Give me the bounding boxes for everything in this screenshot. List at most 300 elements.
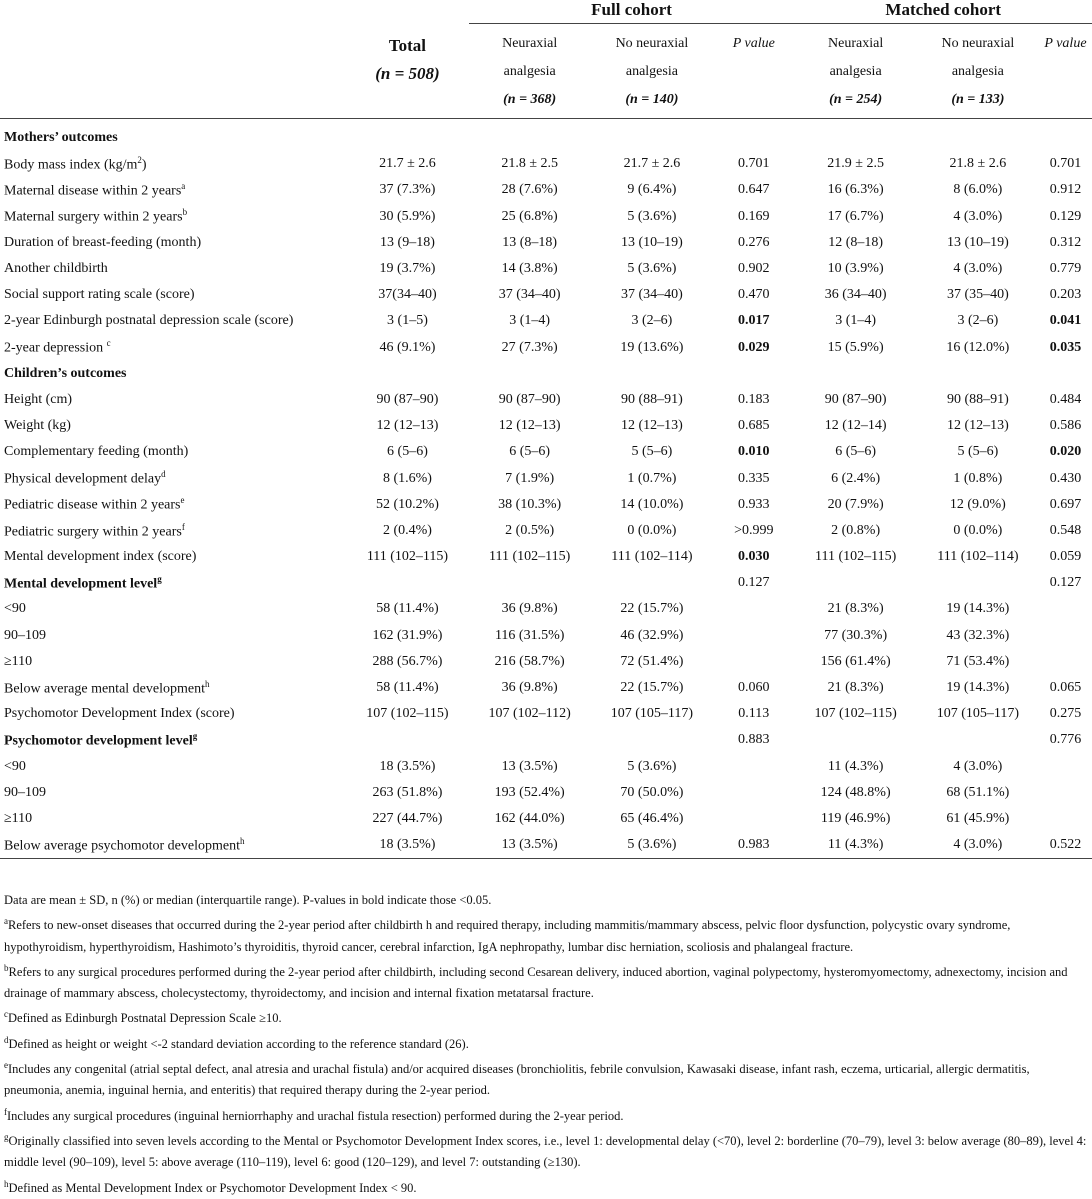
table-cell: 21.7 ± 2.6 xyxy=(379,156,436,172)
table-cell: 2 (0.8%) xyxy=(831,522,881,538)
footnote-d: $^d$Defined as height or weight <-2 standard deviation according to the reference standard (26). xyxy=(4,1034,469,1051)
row-label xyxy=(0,439,346,465)
table-cell: 0.912 xyxy=(1049,182,1082,198)
table-cell: 3 (1–5) xyxy=(387,313,428,329)
row-label xyxy=(0,754,346,780)
row-label-text: Pediatric disease within 2 years xyxy=(4,498,181,514)
footnote-intro: Data are mean ± SD, n (%) or median (interquartile range). P-values in bold indicate those <0.05. xyxy=(4,893,492,907)
table-cell: 11 (4.3%) xyxy=(827,758,884,774)
row-label xyxy=(0,282,346,308)
table-cell: 0.701 xyxy=(738,156,770,172)
footnote-text: Refers to new-onset diseases that occurred during the 2-year period after childbirth h and required therapy, including mammitis/mammary abscess, pelvic floor dysfunction, polycystic ovary syndrome, hypothyroidism, hyperthyroidism, Hashimoto’s thyroiditis, thyroid cancer, cerebral infarction, IgA nephropathy, lumbar disc herniation, scoliosis and phalangeal fracture. xyxy=(4,918,1011,954)
table-cell: 0.697 xyxy=(1049,496,1082,512)
header-n: (n = 368) xyxy=(503,92,557,107)
table-cell: 124 (48.8%) xyxy=(820,784,891,800)
table-cell: 0.779 xyxy=(1049,261,1082,277)
total-label: Total xyxy=(388,35,427,55)
table-cell: 18 (3.5%) xyxy=(379,758,436,774)
table-cell: 90 (87–90) xyxy=(376,391,439,407)
table-cell: 0.127 xyxy=(738,575,770,591)
table-cell: 0.647 xyxy=(738,182,770,198)
row-label xyxy=(0,780,346,806)
table-cell: 2 (0.5%) xyxy=(505,522,555,538)
table-row xyxy=(0,439,1092,465)
table-cell: 12 (12–13) xyxy=(946,418,1009,434)
row-label-text: Height (cm) xyxy=(4,391,73,407)
table-cell: 4 (3.0%) xyxy=(953,208,1003,224)
table-cell: 68 (51.1%) xyxy=(946,784,1010,800)
footnote-marker: g xyxy=(157,573,162,584)
table-cell: 21.8 ± 2.5 xyxy=(501,156,559,172)
header-line: No neuraxial xyxy=(615,36,689,51)
footnote-f: $^f$Includes any surgical procedures (inguinal herniorrhaphy and urachal fistula resection) performed during the 2-year period. xyxy=(4,1106,624,1123)
table-cell xyxy=(346,727,468,753)
table-cell: 0.701 xyxy=(1049,156,1082,172)
table-cell: 0.065 xyxy=(1049,680,1082,696)
footnote-marker: g xyxy=(192,731,198,742)
table-row xyxy=(0,204,1092,230)
table-cell: 4 (3.0%) xyxy=(953,758,1003,774)
row-label-text: ≥110 xyxy=(4,810,33,826)
table-cell: 116 (31.5%) xyxy=(494,627,565,643)
table-cell: 14 (3.8%) xyxy=(501,261,558,277)
table-cell xyxy=(917,119,1039,152)
table-cell: 162 (44.0%) xyxy=(494,810,565,826)
row-label xyxy=(0,335,346,361)
table-row xyxy=(0,413,1092,439)
row-label xyxy=(0,544,346,570)
group-header-row xyxy=(0,0,1092,24)
table-cell xyxy=(591,570,713,596)
row-label-text: <90 xyxy=(4,758,26,774)
table-cell: 71 (53.4%) xyxy=(946,653,1010,669)
table-cell xyxy=(795,727,917,753)
table-cell: 8 (6.0%) xyxy=(953,182,1003,198)
footnote-h: $^h$Defined as Mental Development Index or Psychomotor Development Index < 90. xyxy=(4,1178,417,1195)
table-row xyxy=(0,492,1092,518)
table-cell xyxy=(795,570,917,596)
table-row xyxy=(0,335,1092,361)
table-cell: 12 (12–13) xyxy=(498,418,561,434)
row-label xyxy=(0,177,346,203)
table-row xyxy=(0,675,1092,701)
footnote-text: Originally classified into seven levels according to the Mental or Psychomotor Development Index scores, i.e., level 1: developmental delay (<70), level 2: borderline (70–79), level 3: below average (80–89), level 4: middle level (90–109), level 5: above average (110–119), level 6: good (120–129), and level 7: outstanding (≥130). xyxy=(4,1134,1087,1170)
row-label-text: Body mass index (kg/m xyxy=(4,157,138,173)
table-row xyxy=(0,256,1092,282)
table-cell xyxy=(713,623,794,649)
table-cell: 5 (3.6%) xyxy=(627,208,677,224)
table-cell: 5 (3.6%) xyxy=(591,832,713,859)
table-cell xyxy=(713,596,794,622)
table-cell: 37 (34–40) xyxy=(498,287,561,303)
footnote-marker: c xyxy=(106,338,111,349)
footnote-c: $^c$Defined as Edinburgh Postnatal Depression Scale ≥10. xyxy=(4,1009,282,1026)
table-cell: 6 (2.4%) xyxy=(831,470,881,486)
row-label xyxy=(0,701,346,727)
table-cell: 0.010 xyxy=(738,444,770,460)
table-cell: 5 (3.6%) xyxy=(627,758,677,774)
table-cell: 58 (11.4%) xyxy=(376,601,439,617)
table-section-row xyxy=(0,361,1092,387)
table-cell: 13 (8–18) xyxy=(502,234,558,250)
table-cell: 162 (31.9%) xyxy=(372,627,443,643)
full-no-neuraxial-header xyxy=(591,24,713,119)
table-cell xyxy=(713,806,794,832)
row-label xyxy=(0,806,346,832)
table-cell xyxy=(713,780,794,806)
matched-neuraxial-header xyxy=(795,24,917,119)
table-cell: 16 (6.3%) xyxy=(827,182,884,198)
table-cell: 46 (9.1%) xyxy=(379,339,436,355)
table-row xyxy=(0,832,1092,859)
table-row xyxy=(0,282,1092,308)
header-line: analgesia xyxy=(951,64,1004,79)
row-label xyxy=(0,151,346,177)
table-cell xyxy=(1039,780,1092,806)
table-cell: 0.129 xyxy=(1049,208,1082,224)
table-cell: 0.041 xyxy=(1049,313,1082,329)
row-label xyxy=(0,361,346,387)
table-cell: 36 (34–40) xyxy=(824,287,887,303)
footnote-text: Defined as Edinburgh Postnatal Depression Scale ≥10. xyxy=(8,1011,282,1026)
row-label xyxy=(0,570,346,596)
row-label-text: 2-year depression xyxy=(4,340,107,356)
table-cell: 70 (50.0%) xyxy=(620,784,684,800)
table-cell: 107 (102–115) xyxy=(814,706,897,722)
table-row xyxy=(0,780,1092,806)
table-cell: 5 (3.6%) xyxy=(627,261,677,277)
table-cell: 0.685 xyxy=(738,418,770,434)
table-cell xyxy=(591,119,713,152)
table-cell: >0.999 xyxy=(734,522,774,538)
table-cell: 58 (11.4%) xyxy=(376,680,439,696)
table-cell xyxy=(713,119,794,152)
row-label-text: Social support rating scale (score) xyxy=(4,287,195,303)
footnote-text: Includes any surgical procedures (inguinal herniorrhaphy and urachal fistula resection) performed during the 2-year period. xyxy=(7,1108,624,1123)
footnote-a: $^a$Refers to new-onset diseases that occurred during the 2-year period after childbirth h and required therapy, including mammitis/mammary abscess, pelvic floor dysfunction, polycystic ovary syndrome, hypothyroidism, hyperthyroidism, Hashimoto’s thyroiditis, thyroid cancer, cerebral infarction, IgA nephropathy, lumbar disc herniation, scoliosis and phalangeal fracture. xyxy=(4,916,1011,954)
table-cell: 0.484 xyxy=(1049,391,1082,407)
table-cell: 13 (10–19) xyxy=(946,234,1009,250)
table-cell: 12 (12–14) xyxy=(824,418,887,434)
table-cell xyxy=(795,361,917,387)
row-label-text: Maternal surgery within 2 years xyxy=(4,209,183,225)
table-cell: 5 (5–6) xyxy=(631,444,673,460)
table-cell: 111 (102–115) xyxy=(815,549,897,565)
row-label xyxy=(0,308,346,334)
row-label xyxy=(0,727,346,753)
row-label xyxy=(0,119,346,152)
table-cell: 107 (102–115) xyxy=(366,706,449,722)
full-cohort-header: Full cohort xyxy=(469,0,795,24)
table-cell: 0.470 xyxy=(738,287,770,303)
table-cell: 30 (5.9%) xyxy=(379,208,436,224)
table-cell: 21 (8.3%) xyxy=(827,601,884,617)
table-cell: 0.020 xyxy=(1049,444,1082,460)
header-line: analgesia xyxy=(625,64,678,79)
table-cell: 3 (1–4) xyxy=(509,313,551,329)
footnote-marker: a xyxy=(181,181,186,192)
header-line: analgesia xyxy=(829,64,882,79)
row-label-text: Maternal disease within 2 years xyxy=(4,183,182,199)
table-cell: 107 (102–112) xyxy=(488,706,571,722)
row-label xyxy=(0,623,346,649)
table-row xyxy=(0,177,1092,203)
row-label-text: 90–109 xyxy=(4,627,46,643)
table-cell: 21.9 ± 2.5 xyxy=(827,156,884,172)
row-label xyxy=(0,256,346,282)
table-cell: 36 (9.8%) xyxy=(501,601,558,617)
table-cell: 107 (105–117) xyxy=(936,706,1020,722)
table-cell: 216 (58.7%) xyxy=(494,653,565,669)
table-cell: 13 (3.5%) xyxy=(501,758,558,774)
table-cell xyxy=(1039,806,1092,832)
footnote-marker: e xyxy=(180,495,185,506)
row-label-text: Mental development index (score) xyxy=(4,549,197,565)
row-label-text: Below average psychomotor development xyxy=(4,838,240,854)
table-cell xyxy=(1039,754,1092,780)
header-n: (n = 133) xyxy=(951,92,1005,107)
table-cell: 8 (1.6%) xyxy=(382,470,432,486)
table-cell: 9 (6.4%) xyxy=(627,182,677,198)
table-cell: 0.883 xyxy=(738,732,770,748)
table-cell: 11 (4.3%) xyxy=(795,832,917,859)
table-cell: 107 (105–117) xyxy=(610,706,694,722)
row-label-text: Mothers’ outcomes xyxy=(4,130,118,146)
table-cell: 72 (51.4%) xyxy=(620,653,684,669)
header-n: (n = 140) xyxy=(625,92,679,107)
table-cell: 0.522 xyxy=(1039,832,1092,859)
table-cell xyxy=(1039,623,1092,649)
table-cell xyxy=(713,754,794,780)
table-cell: 27 (7.3%) xyxy=(501,339,558,355)
row-label-text: Below average mental development xyxy=(4,681,205,697)
table-cell: 25 (6.8%) xyxy=(501,208,558,224)
table-cell: 227 (44.7%) xyxy=(372,810,443,826)
table-cell: 1 (0.7%) xyxy=(627,470,677,486)
table-cell: 0.060 xyxy=(738,680,770,696)
footnote-e: $^e$Includes any congenital (atrial septal defect, anal atresia and urachal fistula) and/or acquired diseases (bronchiolitis, febrile convulsion, Kawasaki disease, infant rash, eczema, urticarial, allergic dermatitis, pneumonia, anemia, inguinal hernia, and enteritis) that required therapy during the 2-year period. xyxy=(4,1060,1030,1098)
table-section-row xyxy=(0,570,1092,596)
table-cell xyxy=(1039,649,1092,675)
table-cell xyxy=(469,119,591,152)
table-cell: 14 (10.0%) xyxy=(620,496,684,512)
table-cell xyxy=(713,361,794,387)
table-cell: 119 (46.9%) xyxy=(820,810,891,826)
table-cell: 6 (5–6) xyxy=(835,444,877,460)
table-row xyxy=(0,387,1092,413)
table-cell: 111 (102–115) xyxy=(489,549,571,565)
table-cell: 37 (7.3%) xyxy=(379,182,436,198)
footnote-text: Refers to any surgical procedures performed during the 2-year period after childbirth, including second Cesarean delivery, induced abortion, vaginal polypectomy, hysteromyomectomy, adnexectomy, incision and drainage of mammary abscess, cholecystectomy, thyroidectomy, and incision and internal fixation metatarsal fracture. xyxy=(4,964,1068,1001)
footnote-marker: b xyxy=(182,207,188,218)
table-row xyxy=(0,701,1092,727)
table-cell: 0.276 xyxy=(738,234,770,250)
table-cell: 0 (0.0%) xyxy=(627,522,677,538)
table-row xyxy=(0,230,1092,256)
table-cell: 61 (45.9%) xyxy=(946,810,1010,826)
matched-no-neuraxial-header xyxy=(917,24,1039,119)
table-cell: 0.029 xyxy=(738,339,770,355)
row-label-text: Duration of breast-feeding (month) xyxy=(4,234,202,250)
row-label-text: Physical development delay xyxy=(4,471,162,487)
row-label-text: ≥110 xyxy=(4,653,33,669)
header-line: Neuraxial xyxy=(502,36,558,51)
table-cell: 0 (0.0%) xyxy=(953,522,1003,538)
table-cell: 288 (56.7%) xyxy=(372,653,443,669)
table-cell xyxy=(1039,361,1092,387)
table-cell xyxy=(469,570,591,596)
table-cell: 3 (2–6) xyxy=(631,313,673,329)
table-cell: 12 (8–18) xyxy=(828,234,884,250)
row-label-text: Another childbirth xyxy=(4,261,108,277)
table-cell: 17 (6.7%) xyxy=(827,208,884,224)
table-cell xyxy=(917,361,1039,387)
table-cell: 0.127 xyxy=(1049,575,1082,591)
table-cell xyxy=(591,727,713,753)
table-cell: 7 (1.9%) xyxy=(505,470,555,486)
row-label xyxy=(0,492,346,518)
table-row xyxy=(0,754,1092,780)
row-label xyxy=(0,387,346,413)
table-cell: 0.902 xyxy=(738,261,770,277)
table-section-row xyxy=(0,727,1092,753)
table-cell: 38 (10.3%) xyxy=(498,496,562,512)
table-cell: 19 (13.6%) xyxy=(620,339,684,355)
matched-pvalue-header: P value xyxy=(1039,24,1092,119)
table-body xyxy=(0,119,1092,859)
matched-cohort-header: Matched cohort xyxy=(795,0,1092,24)
table-cell xyxy=(1039,596,1092,622)
row-label xyxy=(0,649,346,675)
table-cell: 6 (5–6) xyxy=(387,444,428,460)
table-cell: 19 (3.7%) xyxy=(379,261,436,277)
table-cell: 13 (9–18) xyxy=(380,234,435,250)
footnote-b: $^b$Refers to any surgical procedures performed during the 2-year period after childbirth, including second Cesarean delivery, induced abortion, vaginal polypectomy, hysteromyomectomy, adnexectomy, incision and drainage of mammary abscess, cholecystectomy, thyroidectomy, and incision and internal fixation metatarsal fracture. xyxy=(4,962,1068,1001)
footnote-marker: h xyxy=(204,678,210,689)
table-cell xyxy=(713,649,794,675)
table-cell: 0.430 xyxy=(1049,470,1082,486)
row-label xyxy=(0,675,346,701)
table-cell: 12 (9.0%) xyxy=(949,496,1006,512)
table-cell xyxy=(469,727,591,753)
footnote-marker: h xyxy=(239,835,245,846)
table-row xyxy=(0,623,1092,649)
table-cell: 90 (87–90) xyxy=(498,391,561,407)
table-cell: 0.983 xyxy=(713,832,794,859)
table-cell xyxy=(1039,119,1092,152)
table-row xyxy=(0,151,1092,177)
row-label-text: Children’s outcomes xyxy=(4,365,127,381)
row-label-text: Mental development level xyxy=(4,576,158,592)
table-row xyxy=(0,518,1092,544)
full-pvalue-header: P value xyxy=(713,24,794,119)
header-line: Neuraxial xyxy=(828,36,884,51)
header-line: analgesia xyxy=(503,64,556,79)
table-cell: 15 (5.9%) xyxy=(827,339,884,355)
row-label-text: Weight (kg) xyxy=(4,418,71,434)
table-cell: 0.586 xyxy=(1049,418,1082,434)
table-row xyxy=(0,544,1092,570)
table-cell: 19 (14.3%) xyxy=(946,680,1010,696)
table-cell: 111 (102–114) xyxy=(937,549,1019,565)
table-section-row xyxy=(0,119,1092,152)
table-cell: 156 (61.4%) xyxy=(820,653,891,669)
table-cell: 90 (88–91) xyxy=(946,391,1009,407)
table-footnotes xyxy=(0,890,1092,1199)
table-cell: 10 (3.9%) xyxy=(827,261,884,277)
footnote-text: Defined as height or weight <-2 standard deviation according to the reference standard (26). xyxy=(8,1036,469,1051)
table-row xyxy=(0,308,1092,334)
table-cell: 111 (102–114) xyxy=(611,549,693,565)
table-cell: 37 (35–40) xyxy=(946,287,1009,303)
table-cell: 19 (14.3%) xyxy=(946,601,1010,617)
row-label-text: Pediatric surgery within 2 years xyxy=(4,524,182,540)
table-cell xyxy=(346,361,468,387)
row-label xyxy=(0,518,346,544)
table-row xyxy=(0,806,1092,832)
table-cell: 0.548 xyxy=(1049,522,1082,538)
header-n: (n = 254) xyxy=(829,92,883,107)
table-cell: 0.183 xyxy=(738,391,770,407)
table-cell: 36 (9.8%) xyxy=(501,680,558,696)
table-cell: 21.7 ± 2.6 xyxy=(623,156,681,172)
table-cell: 12 (12–13) xyxy=(621,418,683,434)
table-cell: 0.017 xyxy=(738,313,770,329)
row-label-text: 90–109 xyxy=(4,784,46,800)
table-cell: 0.169 xyxy=(738,208,770,224)
row-label-text: <90 xyxy=(4,601,26,617)
table-cell: 0.059 xyxy=(1049,549,1082,565)
table-cell: 0.275 xyxy=(1049,706,1082,722)
table-cell: 37(34–40) xyxy=(378,287,437,303)
table-cell: 0.312 xyxy=(1049,234,1082,250)
row-label xyxy=(0,204,346,230)
table-cell: 12 (12–13) xyxy=(376,418,439,434)
table-cell xyxy=(917,570,1039,596)
row-label xyxy=(0,230,346,256)
table-cell: 22 (15.7%) xyxy=(620,601,684,617)
footnote-g: $^g$Originally classified into seven levels according to the Mental or Psychomotor Development Index scores, i.e., level 1: developmental delay (<70), level 2: borderline (70–79), level 3: below average (80–89), level 4: middle level (90–109), level 5: above average (110–119), level 6: good (120–129), and level 7: outstanding (≥130). xyxy=(4,1131,1087,1170)
table-cell: 90 (87–90) xyxy=(824,391,887,407)
table-cell: 3 (1–4) xyxy=(835,313,877,329)
table-cell: 65 (46.4%) xyxy=(620,810,684,826)
table-cell: 43 (32.3%) xyxy=(946,627,1010,643)
row-label-text: Psychomotor development level xyxy=(4,733,193,749)
row-label xyxy=(0,596,346,622)
table-cell: 0.203 xyxy=(1049,287,1082,303)
table-cell: 21 (8.3%) xyxy=(827,680,884,696)
table-cell: 13 (10–19) xyxy=(621,234,683,250)
table-cell: 4 (3.0%) xyxy=(917,832,1039,859)
table-cell: 0.035 xyxy=(1049,339,1082,355)
total-n: (n = 508) xyxy=(375,63,440,83)
table-cell: 2 (0.4%) xyxy=(382,522,432,538)
table-cell: 18 (3.5%) xyxy=(346,832,468,859)
table-cell: 0.113 xyxy=(738,706,770,722)
table-cell: 46 (32.9%) xyxy=(620,627,684,643)
table-cell: 1 (0.8%) xyxy=(953,470,1003,486)
table-row xyxy=(0,465,1092,491)
table-cell: 28 (7.6%) xyxy=(501,182,558,198)
table-cell xyxy=(346,570,468,596)
row-label-text: 2-year Edinburgh postnatal depression scale (score) xyxy=(4,313,294,329)
table-cell: 37 (34–40) xyxy=(621,287,683,303)
table-cell: 3 (2–6) xyxy=(957,313,999,329)
row-label xyxy=(0,465,346,491)
footnote-marker: d xyxy=(161,469,166,480)
table-cell: 21.8 ± 2.6 xyxy=(949,156,1007,172)
footnote-text: Includes any congenital (atrial septal defect, anal atresia and urachal fistula) and/or acquired diseases (bronchiolitis, febrile convulsion, Kawasaki disease, infant rash, eczema, urticarial, allergic dermatitis, pneumonia, anemia, inguinal hernia, and enteritis) that required therapy during the 2-year period. xyxy=(4,1062,1030,1098)
